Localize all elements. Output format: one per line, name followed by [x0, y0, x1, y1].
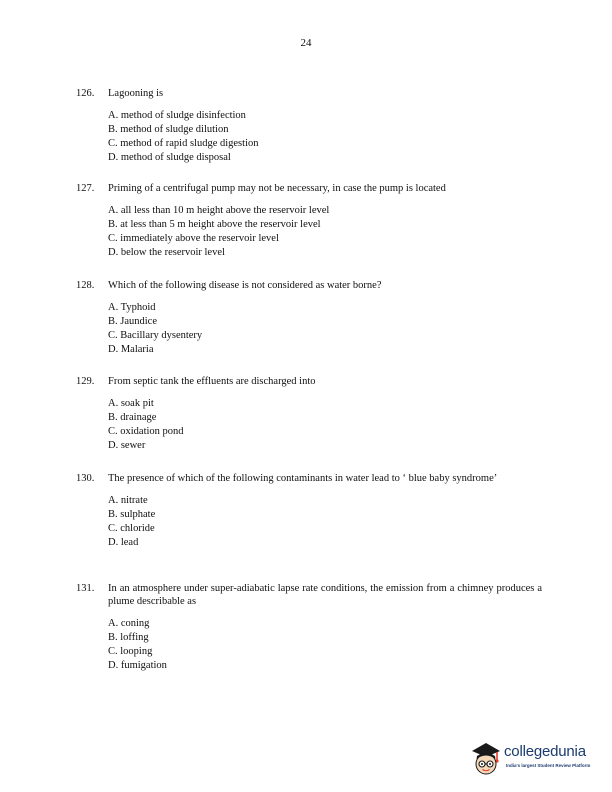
option-d: D. below the reservoir level [108, 247, 225, 258]
question-127 [76, 182, 542, 260]
option-c: C. Bacillary dysentery [108, 330, 203, 341]
question-number: 129. [76, 376, 95, 387]
option-d: D. lead [108, 537, 139, 548]
option-a: A. soak pit [108, 398, 154, 409]
option-c: C. immediately above the reservoir level [108, 233, 279, 244]
option-b: B. sulphate [108, 509, 156, 520]
question-131 [76, 582, 542, 673]
option-d: D. sewer [108, 440, 146, 451]
options-list [76, 617, 542, 673]
options-list [76, 204, 542, 260]
options-list [76, 301, 542, 357]
question-text: Lagooning is [108, 88, 164, 99]
option-b: B. loffing [108, 632, 149, 643]
option-d: D. method of sludge disposal [108, 152, 231, 163]
question-text: Priming of a centrifugal pump may not be necessary, in case the pump is located [108, 183, 446, 194]
question-129 [76, 375, 542, 453]
option-a: A. method of sludge disinfection [108, 110, 246, 121]
page-number: 24 [300, 37, 312, 49]
question-text: In an atmosphere under super-adiabatic lapse rate conditions, the emission from a chimney produces a plume describable as [108, 583, 542, 607]
logo-tagline: India's largest Student Review Platform [506, 763, 591, 768]
question-number: 128. [76, 280, 95, 291]
option-b: B. at less than 5 m height above the reservoir level [108, 219, 321, 230]
option-c: C. looping [108, 646, 153, 657]
option-a: A. Typhoid [108, 302, 156, 313]
question-number: 131. [76, 583, 95, 594]
question-number: 127. [76, 183, 95, 194]
options-list [76, 109, 542, 165]
question-text: The presence of which of the following contaminants in water lead to ‘ blue baby syndrome’ [108, 473, 498, 484]
option-c: C. chloride [108, 523, 155, 534]
question-130 [76, 472, 542, 550]
option-a: A. all less than 10 m height above the reservoir level [108, 205, 330, 216]
option-c: C. method of rapid sludge digestion [108, 138, 259, 149]
question-number: 126. [76, 88, 95, 99]
option-b: B. drainage [108, 412, 157, 423]
logo-wordmark: collegedunia [504, 743, 586, 760]
option-b: B. Jaundice [108, 316, 157, 327]
question-126 [76, 87, 542, 165]
question-text: From septic tank the effluents are discharged into [108, 376, 316, 387]
mascot-icon [466, 737, 506, 777]
option-a: A. nitrate [108, 495, 148, 506]
option-d: D. Malaria [108, 344, 154, 355]
options-list [76, 494, 542, 550]
collegedunia-logo [466, 737, 606, 777]
option-d: D. fumigation [108, 660, 167, 671]
option-c: C. oxidation pond [108, 426, 184, 437]
options-list [76, 397, 542, 453]
question-128 [76, 279, 542, 357]
question-number: 130. [76, 473, 95, 484]
question-text: Which of the following disease is not considered as water borne? [108, 280, 382, 291]
option-a: A. coning [108, 618, 150, 629]
option-b: B. method of sludge dilution [108, 124, 229, 135]
